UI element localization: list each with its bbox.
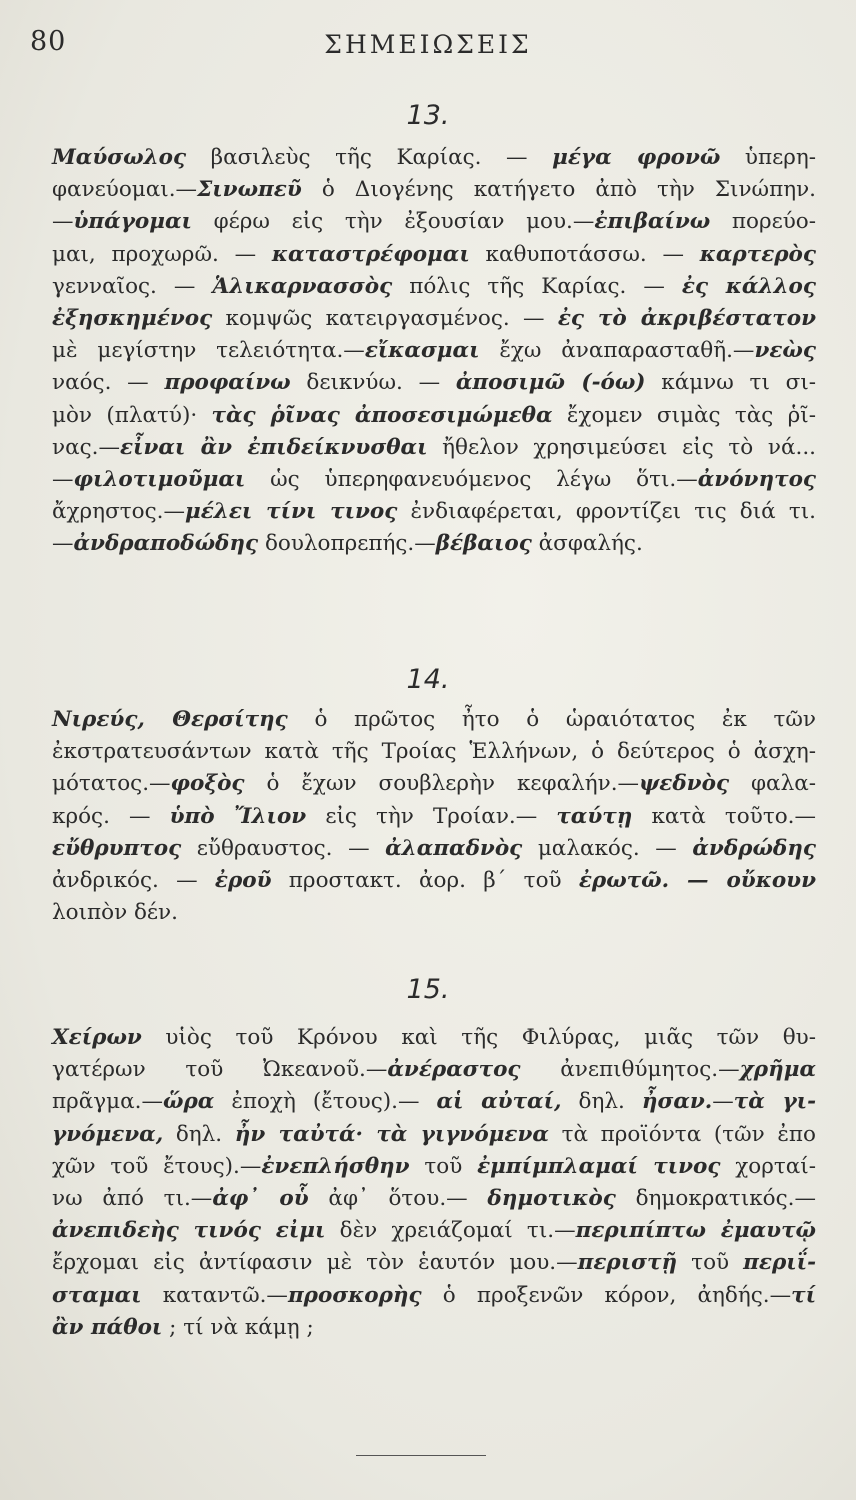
text-line xyxy=(52,464,816,496)
lemma: ἀνέραστος xyxy=(387,1057,521,1083)
text-line xyxy=(52,768,816,800)
lemma: ὥρα xyxy=(162,1089,215,1115)
gloss: φανεύομαι.— xyxy=(52,177,198,203)
text-line xyxy=(52,833,816,865)
page-number: 80 xyxy=(30,26,67,57)
gloss: μότατος.— xyxy=(52,771,171,797)
gloss: χορταί- xyxy=(720,1153,816,1179)
text-line xyxy=(52,335,816,367)
gloss: ἐκστρατευσάντων κατὰ τῆς Τροίας Ἑλλήνων, ὁ δεύτερος ὁ ἀσχη- xyxy=(52,739,816,765)
gloss: νας.— xyxy=(52,434,120,460)
section-number-13: 13. xyxy=(406,100,450,131)
text-line xyxy=(52,142,816,174)
gloss: — xyxy=(52,531,74,557)
gloss: ναός. — xyxy=(52,370,165,396)
lemma: τὰ γι- xyxy=(733,1089,816,1115)
gloss: ἔχομεν σιμὰς τὰς ῥῖ- xyxy=(552,402,816,428)
note-13-text xyxy=(52,142,816,561)
lemma: ἀνόνητος xyxy=(697,467,816,493)
gloss: ἀνδρικός. — xyxy=(52,868,215,894)
text-line xyxy=(52,271,816,303)
gloss: ἔχω ἀναπαρασταθῆ.— xyxy=(479,338,755,364)
gloss: ἐποχὴ (ἔτους).— xyxy=(214,1089,437,1115)
gloss: βασιλεὺς τῆς Καρίας. — xyxy=(186,145,553,170)
lemma: ἐνεπλήσθην xyxy=(261,1153,410,1179)
gloss: μὸν (πλατύ)· xyxy=(52,402,212,428)
gloss: μαι, προχωρῶ. — xyxy=(52,241,272,267)
text-line xyxy=(52,206,816,238)
lemma: ἐροῦ xyxy=(214,868,272,894)
lemma: φοξὸς xyxy=(170,771,245,797)
lemma: χρῆμα xyxy=(739,1057,816,1083)
gloss: δὲν χρειάζομαί τι.— xyxy=(325,1218,576,1244)
text-line xyxy=(52,1151,816,1183)
lemma: Νιρεύς, Θερσίτης xyxy=(52,707,288,732)
lemma: φιλοτιμοῦμαι xyxy=(73,467,246,493)
text-line xyxy=(52,528,816,560)
lemma: ἐξησκημένος xyxy=(52,306,213,332)
lemma: ἦν ταὐτά· τὰ γιγνόμενα xyxy=(234,1121,549,1147)
lemma: Χείρων xyxy=(52,1025,142,1050)
gloss: μὲ μεγίστην τελειότητα.— xyxy=(52,338,365,364)
gloss: τοῦ xyxy=(409,1153,478,1179)
text-line xyxy=(52,432,816,464)
gloss: καθυποτάσσω. — xyxy=(469,241,700,267)
text-line xyxy=(52,736,816,768)
gloss: κάμνω τι σι- xyxy=(645,370,817,396)
gloss: ; τί νὰ κάμῃ ; xyxy=(162,1314,314,1340)
lemma: μέλει τίνι τινος xyxy=(184,499,398,525)
lemma: Μαύσωλος xyxy=(52,145,187,170)
gloss: πορεύο- xyxy=(710,209,816,235)
gloss: πόλις τῆς Καρίας. — xyxy=(392,273,682,299)
text-line xyxy=(52,400,816,432)
lemma: καταστρέφομαι xyxy=(271,241,470,267)
gloss: κρός. — xyxy=(52,803,170,829)
gloss: δεικνύω. — xyxy=(290,370,456,396)
gloss: υἱὸς τοῦ Κρόνου καὶ τῆς Φιλύρας, μιᾶς τῶν θυ- xyxy=(141,1025,816,1050)
gloss: εὔθραυστος. — xyxy=(181,835,386,861)
lemma: ἀλαπαδνὸς xyxy=(385,835,523,861)
lemma: ὑπάγομαι xyxy=(73,209,192,235)
text-line xyxy=(52,865,816,897)
gloss: εἰς τὴν Τροίαν.— xyxy=(306,803,557,829)
text-line xyxy=(52,801,816,833)
gloss: ἤθελον χρησιμεύσει εἰς τὸ νά... xyxy=(427,434,816,460)
lemma: καρτερὸς xyxy=(699,241,816,267)
running-title: ΣΗΜΕΙΩΣΕΙΣ xyxy=(324,30,532,59)
gloss: φέρω εἰς τὴν ἐξουσίαν μου.— xyxy=(191,209,595,235)
lemma: ἀποσιμῶ (-όω) xyxy=(455,370,646,396)
gloss: δηλ. xyxy=(561,1089,642,1115)
lemma: ὑπὸ Ἴλιον xyxy=(169,803,307,829)
gloss: ἀφ᾽ ὅτου.— xyxy=(308,1186,488,1212)
gloss: νω ἀπό τι.— xyxy=(52,1186,213,1212)
text-line xyxy=(52,1119,816,1151)
lemma: ἐρωτῶ. — οὔκουν xyxy=(578,868,817,894)
section-number-14: 14. xyxy=(406,664,450,695)
lemma: ἀνδρώδης xyxy=(692,835,816,861)
gloss: γενναῖος. — xyxy=(52,273,213,299)
lemma: περιστῇ xyxy=(577,1250,678,1276)
gloss: μαλακός. — xyxy=(522,835,693,861)
text-line xyxy=(52,303,816,335)
text-line xyxy=(52,1183,816,1215)
lemma: ἂν πάθοι xyxy=(52,1314,163,1340)
text-line xyxy=(52,367,816,399)
lemma: νεὼς xyxy=(754,338,816,364)
text-line xyxy=(52,496,816,528)
gloss: λοιπὸν δέν. xyxy=(52,900,178,926)
lemma: βέβαιος xyxy=(435,531,532,557)
gloss: τοῦ xyxy=(677,1250,744,1276)
gloss: κομψῶς κατειργασμένος. — xyxy=(212,306,558,332)
closing-rule xyxy=(356,1455,486,1456)
gloss: κατὰ τοῦτο.— xyxy=(632,803,816,829)
gloss: πρᾶγμα.— xyxy=(52,1089,163,1115)
text-line xyxy=(52,897,816,929)
gloss: ἐνδιαφέρεται, φροντίζει τις διά τι. xyxy=(397,499,816,525)
lemma: εἶναι ἂν ἐπιδείκνυσθαι xyxy=(119,434,428,460)
lemma: εὔθρυπτος xyxy=(52,835,182,861)
lemma: προσκορὴς xyxy=(287,1282,422,1308)
gloss: ὡς ὑπερηφανευόμενος λέγω ὅτι.— xyxy=(245,467,698,493)
gloss: — xyxy=(712,1089,734,1115)
lemma: περιπίπτω ἐμαυτῷ xyxy=(575,1218,817,1244)
lemma: ἐς τὸ ἀκριβέστατον xyxy=(557,306,817,332)
gloss: — xyxy=(52,467,74,493)
text-line xyxy=(52,1086,816,1118)
lemma: ἐπιβαίνω xyxy=(594,209,711,235)
lemma: δημοτικὸς xyxy=(487,1186,616,1212)
gloss: ὑπερη- xyxy=(720,145,816,170)
text-line xyxy=(52,239,816,271)
lemma: ἐμπίμπλαμαί τινος xyxy=(477,1153,721,1179)
gloss: ἀσφαλής. xyxy=(531,531,643,557)
text-line xyxy=(52,1247,816,1279)
lemma: Σινωπεῦ xyxy=(197,177,302,203)
lemma: ἀνεπιδεὴς τινός εἰμι xyxy=(52,1218,326,1244)
lemma: ταύτῃ xyxy=(556,803,633,829)
text-line xyxy=(52,1022,816,1054)
gloss: καταντῶ.— xyxy=(141,1282,288,1308)
lemma: γνόμενα, xyxy=(52,1121,164,1147)
lemma: εἴκασμαι xyxy=(364,338,480,364)
gloss: φαλα- xyxy=(729,771,816,797)
gloss: ἔρχομαι εἰς ἀντίφασιν μὲ τὸν ἑαυτόν μου.— xyxy=(52,1250,578,1276)
lemma: ἦσαν. xyxy=(641,1089,713,1115)
gloss: — xyxy=(52,209,74,235)
lemma: αἱ αὐταί, xyxy=(436,1089,562,1115)
gloss: δηλ. xyxy=(163,1121,235,1147)
note-15-text xyxy=(52,1022,816,1344)
gloss: ὁ ἔχων σουβλερὴν κεφαλήν.— xyxy=(244,771,640,797)
text-line xyxy=(52,174,816,206)
text-line xyxy=(52,1054,816,1086)
gloss: ὁ πρῶτος ἦτο ὁ ὡραιότατος ἐκ τῶν xyxy=(287,707,816,732)
gloss: χῶν τοῦ ἔτους).— xyxy=(52,1153,262,1179)
section-number-15: 15. xyxy=(406,974,450,1005)
lemma: τὰς ῥῖνας ἀποσεσιμώμεθα xyxy=(211,402,553,428)
lemma: μέγα φρονῶ xyxy=(552,145,721,170)
text-line xyxy=(52,704,816,736)
lemma: ψεδνὸς xyxy=(639,771,730,797)
lemma: ἀνδραποδώδης xyxy=(73,531,259,557)
lemma: Ἁλικαρνασσὸς xyxy=(212,273,393,299)
gloss: ἀνεπιθύμητος.— xyxy=(520,1057,740,1083)
gloss: ὁ Διογένης κατήγετο ἀπὸ τὴν Σινώπην. xyxy=(301,177,816,203)
note-14-text xyxy=(52,704,816,929)
lemma: τί xyxy=(791,1282,816,1308)
lemma: ἀφ᾽ οὗ xyxy=(212,1186,309,1212)
gloss: ἄχρηστος.— xyxy=(52,499,185,525)
gloss: προστακτ. ἀορ. β´ τοῦ xyxy=(271,868,579,894)
gloss: τὰ προϊόντα (τῶν ἐπο xyxy=(548,1121,816,1147)
gloss: δουλοπρεπής.— xyxy=(258,531,436,557)
lemma: προφαίνω xyxy=(164,370,291,396)
gloss: δημοκρατικός.— xyxy=(615,1186,817,1212)
text-line xyxy=(52,1280,816,1312)
gloss: γατέρων τοῦ Ὠκεανοῦ.— xyxy=(52,1057,388,1083)
lemma: σταμαι xyxy=(52,1282,142,1308)
lemma: περιΐ- xyxy=(743,1250,817,1276)
text-line xyxy=(52,1312,816,1344)
text-line xyxy=(52,1215,816,1247)
gloss: ὁ προξενῶν κόρον, ἀηδής.— xyxy=(421,1282,792,1308)
lemma: ἐς κάλλος xyxy=(681,273,816,299)
